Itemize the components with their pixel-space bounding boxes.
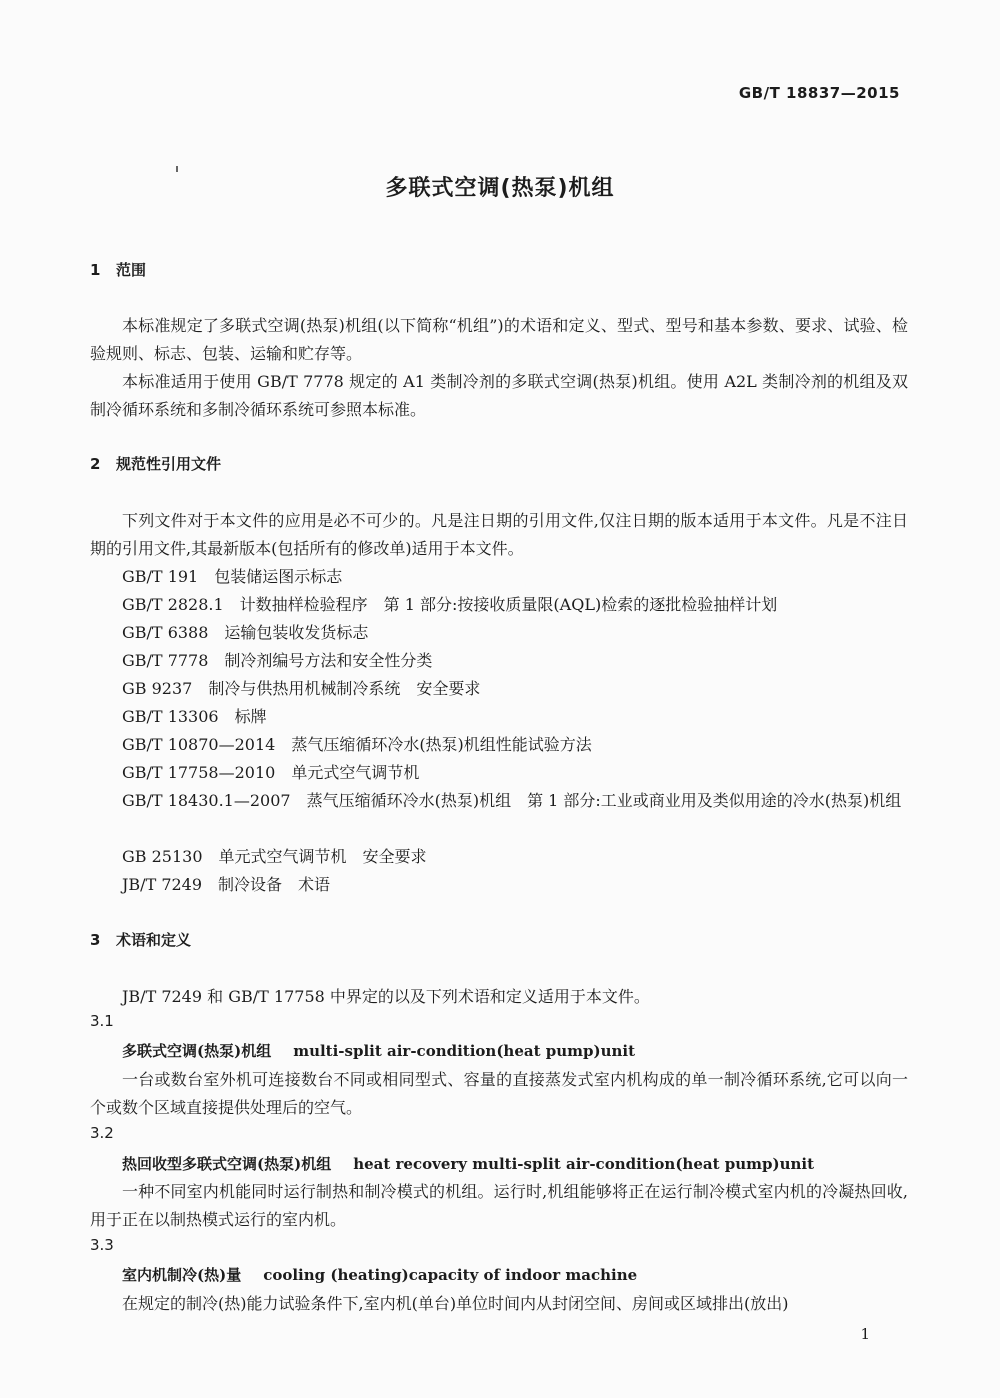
reference-item xyxy=(122,675,908,703)
term-name-zh: 室内机制冷(热)量 xyxy=(122,1266,242,1284)
reference-code: GB 9237 xyxy=(122,679,193,698)
reference-title: 蒸气压缩循环冷水(热泵)机组 第 1 部分:工业或商业用及类似用途的冷水(热泵)机组 xyxy=(306,791,902,810)
standard-number: GB/T 18837—2015 xyxy=(738,84,900,102)
term-number: 3.3 xyxy=(90,1236,114,1254)
page-number: 1 xyxy=(860,1325,870,1343)
section-title: 规范性引用文件 xyxy=(116,455,222,473)
reference-item xyxy=(90,787,908,815)
reference-title: 单元式空气调节机 安全要求 xyxy=(218,847,427,866)
reference-item xyxy=(122,871,908,899)
reference-title: 包装储运图示标志 xyxy=(214,567,343,586)
term-name-en: multi-split air-condition(heat pump)unit xyxy=(293,1042,636,1060)
reference-item xyxy=(122,647,908,675)
reference-item xyxy=(122,619,908,647)
reference-item xyxy=(122,731,908,759)
reference-code: JB/T 7249 xyxy=(122,875,203,894)
section-title: 术语和定义 xyxy=(116,931,192,949)
term-name-zh: 多联式空调(热泵)机组 xyxy=(122,1042,272,1060)
document-title: 多联式空调(热泵)机组 xyxy=(385,176,615,201)
term-name xyxy=(122,1153,814,1174)
term-definition: 在规定的制冷(热)能力试验条件下,室内机(单台)单位时间内从封闭空间、房间或区域排出(放出) xyxy=(122,1294,789,1313)
reference-title: 制冷设备 术语 xyxy=(218,875,331,894)
section-number: 3 xyxy=(90,931,101,949)
reference-title: 制冷剂编号方法和安全性分类 xyxy=(224,651,433,670)
section-1-paragraph: 本标准适用于使用 GB/T 7778 规定的 A1 类制冷剂的多联式空调(热泵)机组。使用 A2L 类制冷剂的机组及双制冷循环系统和多制冷循环系统可参照本标准。 xyxy=(90,372,908,419)
section-title: 范围 xyxy=(116,261,147,279)
term-definition: 一台或数台室外机可连接数台不同或相同型式、容量的直接蒸发式室内机构成的单一制冷循环系统,它可以向一个或数个区域直接提供处理后的空气。 xyxy=(90,1070,908,1117)
reference-item xyxy=(122,759,908,787)
section-3-intro: JB/T 7249 和 GB/T 17758 中界定的以及下列术语和定义适用于本文件。 xyxy=(122,987,650,1006)
reference-code: GB/T 13306 xyxy=(122,707,219,726)
reference-code: GB/T 2828.1 xyxy=(122,595,224,614)
reference-code: GB/T 7778 xyxy=(122,651,209,670)
term-name-en: cooling (heating)capacity of indoor machine xyxy=(263,1266,638,1284)
term-name xyxy=(122,1040,635,1061)
reference-code: GB/T 191 xyxy=(122,567,199,586)
term-definition: 一种不同室内机能同时运行制热和制冷模式的机组。运行时,机组能够将正在运行制冷模式室内机的冷凝热回收,用于正在以制热模式运行的室内机。 xyxy=(90,1182,908,1229)
reference-code: GB/T 10870—2014 xyxy=(122,735,276,754)
section-number: 2 xyxy=(90,455,101,473)
reference-item xyxy=(122,563,908,591)
reference-title: 制冷与供热用机械制冷系统 安全要求 xyxy=(208,679,481,698)
reference-item xyxy=(122,843,908,871)
reference-item xyxy=(122,703,908,731)
reference-item xyxy=(122,591,908,619)
reference-code: GB/T 17758—2010 xyxy=(122,763,276,782)
reference-title: 标牌 xyxy=(234,707,267,726)
section-3-heading xyxy=(90,929,191,950)
term-name xyxy=(122,1264,637,1285)
section-1-heading xyxy=(90,259,146,280)
reference-title: 运输包装收发货标志 xyxy=(224,623,369,642)
term-number: 3.1 xyxy=(90,1012,114,1030)
reference-code: GB/T 6388 xyxy=(122,623,209,642)
section-number: 1 xyxy=(90,261,101,279)
reference-title: 计数抽样检验程序 第 1 部分:按接收质量限(AQL)检索的逐批检验抽样计划 xyxy=(239,595,778,614)
term-name-en: heat recovery multi-split air-condition(heat pump)unit xyxy=(353,1155,815,1173)
section-2-heading xyxy=(90,453,221,474)
term-number: 3.2 xyxy=(90,1124,114,1142)
reference-code: GB/T 18430.1—2007 xyxy=(122,791,291,810)
section-2-intro: 下列文件对于本文件的应用是必不可少的。凡是注日期的引用文件,仅注日期的版本适用于本文件。凡是不注日期的引用文件,其最新版本(包括所有的修改单)适用于本文件。 xyxy=(90,511,908,558)
reference-title: 单元式空气调节机 xyxy=(291,763,420,782)
section-1-paragraph: 本标准规定了多联式空调(热泵)机组(以下简称“机组”)的术语和定义、型式、型号和基本参数、要求、试验、检验规则、标志、包装、运输和贮存等。 xyxy=(90,316,908,363)
reference-code: GB 25130 xyxy=(122,847,203,866)
reference-title: 蒸气压缩循环冷水(热泵)机组性能试验方法 xyxy=(291,735,592,754)
term-name-zh: 热回收型多联式空调(热泵)机组 xyxy=(122,1155,332,1173)
